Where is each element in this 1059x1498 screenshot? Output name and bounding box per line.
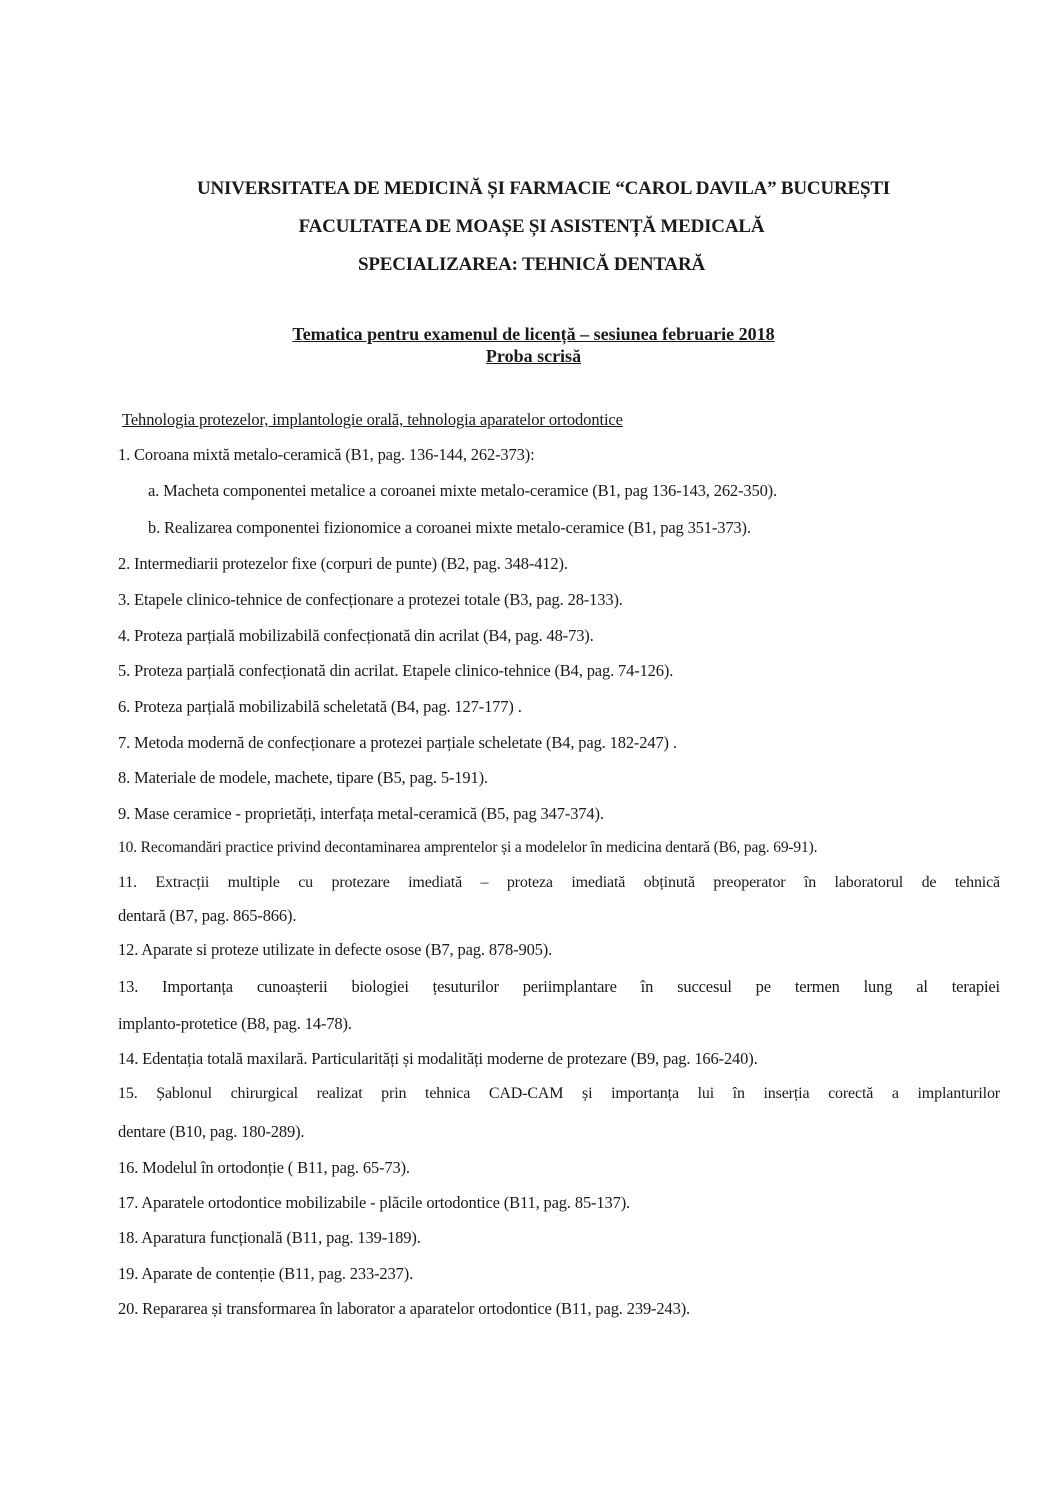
specialization: SPECIALIZAREA: TEHNICĂ DENTARĂ xyxy=(358,254,705,275)
topic-item: 6. Proteza parțială mobilizabilă scheletată (B4, pag. 127-177) . xyxy=(118,697,522,716)
topic-item: 8. Materiale de modele, machete, tipare (B5, pag. 5-191). xyxy=(118,768,488,787)
document-subtitle: Proba scrisă xyxy=(485,346,582,366)
topic-item: 13. Importanța cunoașterii biologiei țesuturilor periimplantare în succesul pe termen lung al terapiei xyxy=(118,977,1000,996)
topic-subitem: a. Macheta componentei metalice a coroanei mixte metalo-ceramice (B1, pag 136-143, 262-350). xyxy=(148,481,777,500)
topic-item: 10. Recomandări practice privind decontaminarea amprentelor și a modelelor în medicina dentară (B6, pag. 69-91). xyxy=(118,839,818,856)
faculty-name: FACULTATEA DE MOAȘE ȘI ASISTENȚĂ MEDICALĂ xyxy=(298,216,765,237)
topic-item: 9. Mase ceramice - proprietăți, interfața metal-ceramică (B5, pag 347-374). xyxy=(118,804,604,823)
topic-subitem: b. Realizarea componentei fizionomice a coroanei mixte metalo-ceramice (B1, pag 351-373). xyxy=(148,518,751,537)
topic-item: 16. Modelul în ortodonție ( B11, pag. 65-73). xyxy=(118,1158,410,1177)
topic-item-continuation: dentară (B7, pag. 865-866). xyxy=(118,906,297,925)
topic-item: 17. Aparatele ortodontice mobilizabile - plăcile ortodontice (B11, pag. 85-137). xyxy=(118,1193,631,1212)
document-title: Tematica pentru examenul de licență – sesiunea februarie 2018 xyxy=(292,324,775,344)
topic-item: 15. Șablonul chirurgical realizat prin tehnica CAD-CAM și importanța lui în inserția corectă a implanturilor xyxy=(118,1085,1000,1102)
university-name: UNIVERSITATEA DE MEDICINĂ ȘI FARMACIE “CAROL DAVILA” BUCUREȘTI xyxy=(196,178,890,199)
topic-item: 7. Metoda modernă de confecționare a protezei parțiale scheletate (B4, pag. 182-247) . xyxy=(118,733,677,752)
topic-item: 1. Coroana mixtă metalo-ceramică (B1, pag. 136-144, 262-373): xyxy=(118,445,535,464)
topic-item: 2. Intermediarii protezelor fixe (corpuri de punte) (B2, pag. 348-412). xyxy=(118,554,568,573)
topic-item-continuation: dentare (B10, pag. 180-289). xyxy=(118,1122,305,1141)
topic-item: 19. Aparate de contenție (B11, pag. 233-237). xyxy=(118,1264,414,1283)
topic-item: 14. Edentația totală maxilară. Particularități și modalități moderne de protezare (B9, pag. 166-240). xyxy=(118,1049,758,1068)
topic-item-continuation: implanto-protetice (B8, pag. 14-78). xyxy=(118,1014,352,1033)
topic-item: 20. Repararea și transformarea în laborator a aparatelor ortodontice (B11, pag. 239-243). xyxy=(118,1299,691,1318)
topic-item: 3. Etapele clinico-tehnice de confecționare a protezei totale (B3, pag. 28-133). xyxy=(118,590,623,609)
section-heading: Tehnologia protezelor, implantologie orală, tehnologia aparatelor ortodontice xyxy=(122,410,623,429)
topic-item: 18. Aparatura funcțională (B11, pag. 139-189). xyxy=(118,1228,421,1247)
topic-item: 11. Extracții multiple cu protezare imediată – proteza imediată obținută preoperator în laboratorul de tehnică xyxy=(118,874,1000,891)
topic-item: 5. Proteza parțială confecționată din acrilat. Etapele clinico-tehnice (B4, pag. 74-126). xyxy=(118,661,674,680)
topic-item: 4. Proteza parțială mobilizabilă confecționată din acrilat (B4, pag. 48-73). xyxy=(118,626,594,645)
topic-item: 12. Aparate si proteze utilizate in defecte osose (B7, pag. 878-905). xyxy=(118,940,553,959)
